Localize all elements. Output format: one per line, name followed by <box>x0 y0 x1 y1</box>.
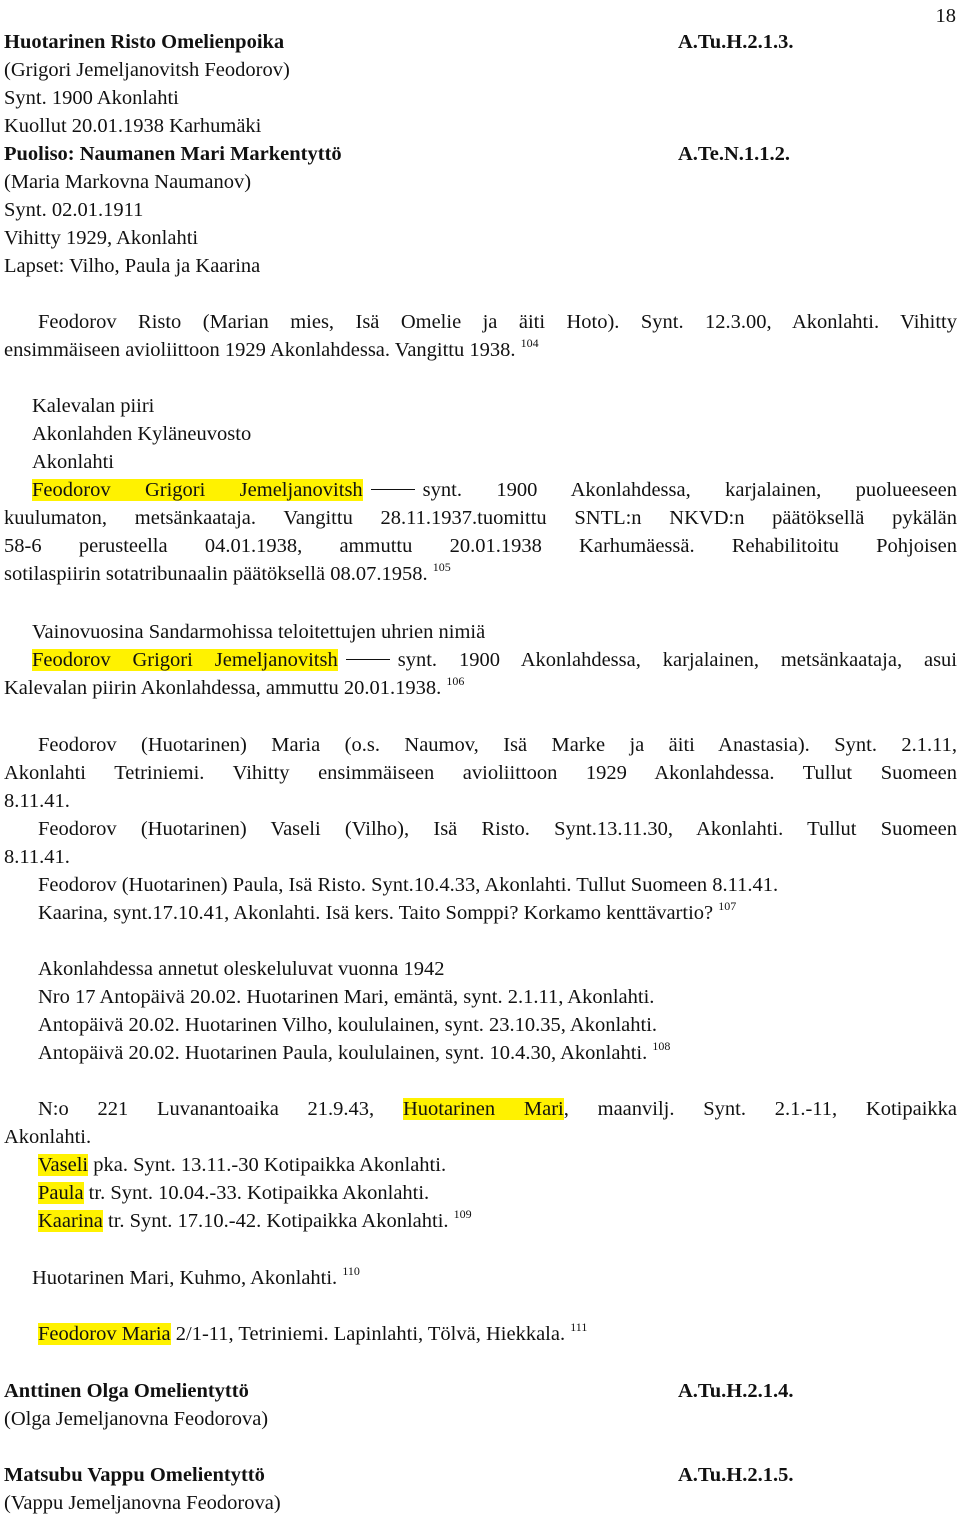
text-line: Feodorov (Huotarinen) Maria (o.s. Naumov, Isä Marke ja äiti Anastasia). Synt. 2.1.11, <box>38 734 957 756</box>
person-born: Synt. 1900 Akonlahti <box>4 87 179 109</box>
person-name: Matsubu Vappu Omelientyttö <box>4 1464 265 1486</box>
footnote-ref: 109 <box>453 1207 472 1221</box>
text-line: Antopäivä 20.02. Huotarinen Vilho, koululainen, synt. 23.10.35, Akonlahti. <box>38 1014 658 1036</box>
children-info: Lapset: Vilho, Paula ja Kaarina <box>4 255 261 277</box>
footnote-ref: 105 <box>432 560 451 574</box>
text-line <box>38 1209 472 1233</box>
text-span: tr. Synt. 10.04.-33. Kotipaikka Akonlahti. <box>83 1182 430 1204</box>
paragraph-kuhmo <box>32 1266 360 1290</box>
dash-icon <box>346 659 390 660</box>
text-line: kuulumaton, metsänkaataja. Vangittu 28.11.1937.tuomittu SNTL:n NKVD:n päätöksellä pykälän <box>4 507 957 529</box>
person-code: A.Tu.H.2.1.5. <box>678 1464 794 1486</box>
text-line: Vainovuosina Sandarmohissa teloitettujen uhrien nimiä <box>32 621 486 643</box>
person-died: Kuollut 20.01.1938 Karhumäki <box>4 115 262 137</box>
text-line: Kalevalan piiri <box>32 395 155 417</box>
spouse-name: Puoliso: Naumanen Mari Markentyttö <box>4 143 342 165</box>
person-name: Huotarinen Risto Omelienpoika <box>4 31 285 53</box>
footnote-ref: 107 <box>718 899 737 913</box>
text-line <box>32 648 957 672</box>
footnote-ref: 104 <box>520 336 539 350</box>
text-line <box>4 562 451 586</box>
text-span: tr. Synt. 17.10.-42. Kotipaikka Akonlahti. <box>102 1210 449 1232</box>
person-alt-name: (Olga Jemeljanovna Feodorova) <box>4 1408 269 1430</box>
text-span: Kalevalan piirin Akonlahdessa, ammuttu 20.01.1938. <box>4 677 442 699</box>
text-line: Akonlahti. <box>4 1126 92 1148</box>
text-span: Kaarina, synt.17.10.41, Akonlahti. Isä kers. Taito Somppi? Korkamo kenttävartio? <box>38 902 714 924</box>
footnote-ref: 108 <box>652 1039 671 1053</box>
person-alt-name: (Vappu Jemeljanovna Feodorova) <box>4 1492 281 1514</box>
text-span: ensimmäiseen avioliittoon 1929 Akonlahdessa. Vangittu 1938. <box>4 339 516 361</box>
highlighted-name: Kaarina <box>38 1210 103 1232</box>
text-span: sotilaspiirin sotatribunaalin päätöksellä 08.07.1958. <box>4 563 428 585</box>
text-line: 8.11.41. <box>4 846 70 868</box>
text-span: , maanvilj. Synt. 2.1.-11, Kotipaikka <box>563 1098 957 1120</box>
text-line: Nro 17 Antopäivä 20.02. Huotarinen Mari, emäntä, synt. 2.1.11, Akonlahti. <box>38 986 655 1008</box>
text-span: Huotarinen Mari, Kuhmo, Akonlahti. <box>32 1267 338 1289</box>
highlighted-name: Paula <box>38 1182 84 1204</box>
footnote-ref: 110 <box>342 1264 360 1278</box>
person-code: A.Tu.H.2.1.3. <box>678 31 794 53</box>
text-line <box>38 901 736 925</box>
highlighted-name: Huotarinen Mari <box>402 1098 564 1120</box>
text-span: N:o 221 Luvanantoaika 21.9.43, <box>38 1098 375 1120</box>
text-line <box>32 478 957 502</box>
person-name: Anttinen Olga Omelientyttö <box>4 1380 249 1402</box>
person-alt-name: (Grigori Jemeljanovitsh Feodorov) <box>4 59 290 81</box>
spouse-code: A.Te.N.1.1.2. <box>678 143 790 165</box>
text-span: Antopäivä 20.02. Huotarinen Paula, koululainen, synt. 10.4.30, Akonlahti. <box>38 1042 648 1064</box>
paragraph-tetriniemi <box>38 1322 587 1346</box>
text-line: Akonlahden Kyläneuvosto <box>32 423 252 445</box>
person-code: A.Tu.H.2.1.4. <box>678 1380 794 1402</box>
text-line <box>4 676 464 700</box>
highlighted-name: Feodorov Grigori Jemeljanovitsh <box>32 649 338 671</box>
page-number: 18 <box>935 5 956 27</box>
text-line <box>38 1097 957 1121</box>
text-line: Akonlahti <box>32 451 114 473</box>
text-line: Feodorov Risto (Marian mies, Isä Omelie ja äiti Hoto). Synt. 12.3.00, Akonlahti. Vihitty <box>38 311 957 333</box>
text-line: 58-6 perusteella 04.01.1938, ammuttu 20.01.1938 Karhumäessä. Rehabilitoitu Pohjoisen <box>4 535 957 557</box>
text-line <box>4 338 539 362</box>
highlighted-name: Vaseli <box>38 1154 89 1176</box>
text-line: Feodorov (Huotarinen) Paula, Isä Risto. Synt.10.4.33, Akonlahti. Tullut Suomeen 8.11.41. <box>38 874 779 896</box>
text-line <box>38 1153 446 1177</box>
text-line <box>38 1041 670 1065</box>
highlighted-name: Feodorov Maria <box>38 1323 171 1345</box>
dash-icon <box>371 489 415 490</box>
highlighted-name: Feodorov Grigori Jemeljanovitsh <box>32 479 363 501</box>
married-info: Vihitty 1929, Akonlahti <box>4 227 199 249</box>
text-line <box>38 1181 429 1205</box>
footnote-ref: 111 <box>570 1320 588 1334</box>
text-span: 2/1-11, Tetriniemi. Lapinlahti, Tölvä, Hiekkala. <box>170 1323 566 1345</box>
spouse-alt-name: (Maria Markovna Naumanov) <box>4 171 252 193</box>
spouse-born: Synt. 02.01.1911 <box>4 199 144 221</box>
text-span: pka. Synt. 13.11.-30 Kotipaikka Akonlahti. <box>88 1154 447 1176</box>
text-span: synt. 1900 Akonlahdessa, karjalainen, metsänkaataja, asui <box>397 649 958 671</box>
text-span: synt. 1900 Akonlahdessa, karjalainen, puolueeseen <box>422 479 957 501</box>
text-line: Akonlahti Tetriniemi. Vihitty ensimmäiseen avioliittoon 1929 Akonlahdessa. Tullut Suomeen <box>4 762 957 784</box>
footnote-ref: 106 <box>446 674 465 688</box>
text-line: Akonlahdessa annetut oleskeluluvat vuonna 1942 <box>38 958 445 980</box>
text-line: 8.11.41. <box>4 790 70 812</box>
text-line: Feodorov (Huotarinen) Vaseli (Vilho), Isä Risto. Synt.13.11.30, Akonlahti. Tullut Suomeen <box>38 818 957 840</box>
